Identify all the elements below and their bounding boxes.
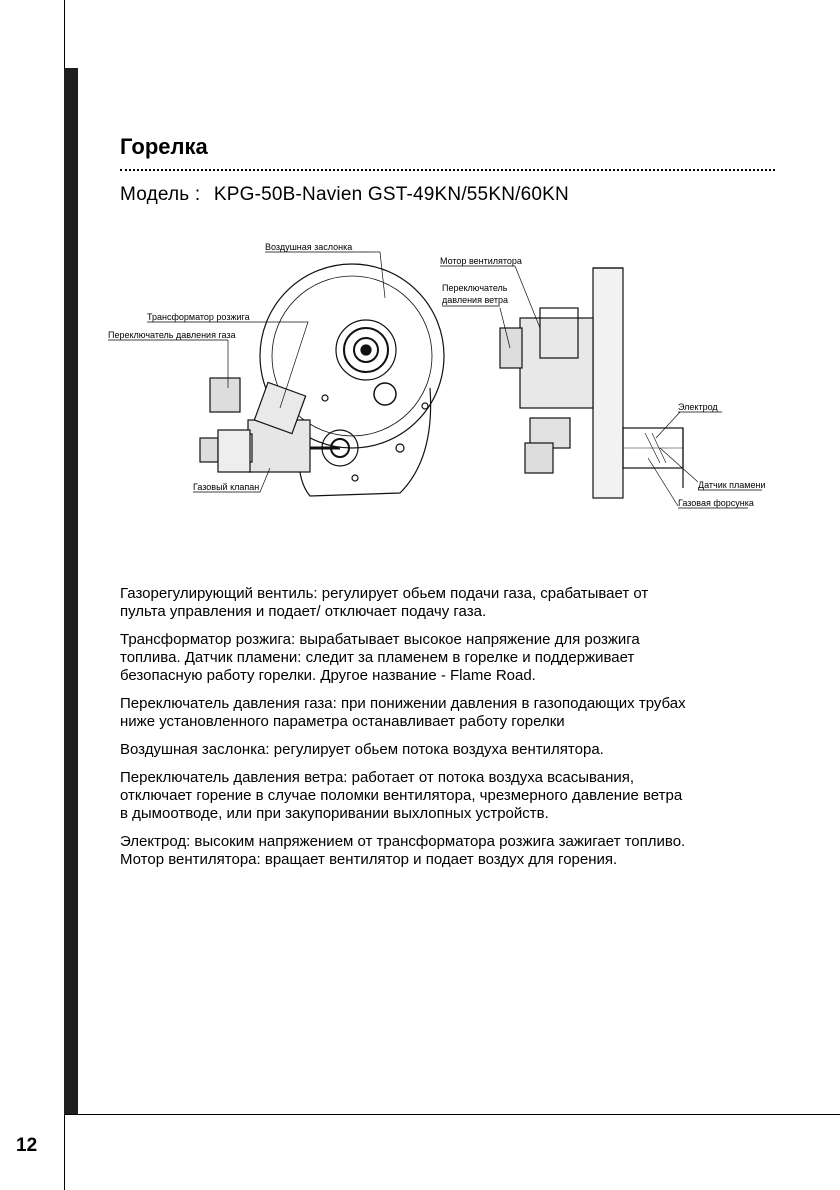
page-number: 12 xyxy=(16,1135,38,1156)
side-bar xyxy=(64,68,78,1115)
model-value: KPG-50B-Navien GST-49KN/55KN/60KN xyxy=(213,184,569,205)
label-gas-pressure-switch: Переключатель давления газа xyxy=(108,330,236,340)
desc-gas-pressure-switch: Переключатель давления газа: при понижении давления в газоподающих трубах ниже установленного параметра останавливает работу горелки xyxy=(120,695,686,730)
section-title: Горелка xyxy=(120,134,208,159)
desc-wind-pressure-switch: Переключатель давления ветра: работает от потока воздуха всасывания, отключает горение в случае поломки вентилятора, чрезмерного давление ветра в дымоотводе, или при закупоривании выхлопных устройств. xyxy=(120,769,683,822)
burner-diagram-svg xyxy=(100,238,800,518)
label-ignition-transformer: Трансформатор розжига xyxy=(147,312,250,322)
label-flame-sensor: Датчик пламени xyxy=(698,480,766,490)
desc-gas-valve: Газорегулирующий вентиль: регулирует обьем подачи газа, срабатывает от пульта управления и подает/ отключает подачу газа. xyxy=(120,585,649,620)
desc-ignition-transformer: Трансформатор розжига: вырабатывает высокое напряжение для розжига топлива. Датчик пламени: следит за пламенем в горелке и поддерживает безопасную работу горелки. Другое название - Flame Road. xyxy=(120,631,640,684)
label-air-damper: Воздушная заслонка xyxy=(265,242,353,252)
footer-rule xyxy=(64,1114,840,1115)
dotted-divider xyxy=(120,169,775,171)
model-line xyxy=(120,184,569,206)
label-electrode: Электрод xyxy=(678,402,718,412)
desc-air-damper: Воздушная заслонка: регулирует обьем потока воздуха вентилятора. xyxy=(120,741,604,758)
model-label: Модель : xyxy=(120,184,201,205)
label-wind-switch-line1: Переключатель xyxy=(442,283,508,293)
label-gas-nozzle: Газовая форсунка xyxy=(678,498,754,508)
label-wind-switch-line2: давления ветра xyxy=(442,295,508,305)
description-list xyxy=(120,585,810,879)
flange-plate xyxy=(593,268,623,498)
burner-diagram xyxy=(100,238,800,518)
label-fan-motor: Мотор вентилятора xyxy=(440,256,522,266)
label-gas-valve: Газовый клапан xyxy=(193,482,260,492)
desc-electrode-fan-motor: Электрод: высоким напряжением от трансформатора розжига зажигает топливо. Мотор вентилятора: вращает вентилятор и подает воздух для горения. xyxy=(120,833,686,868)
